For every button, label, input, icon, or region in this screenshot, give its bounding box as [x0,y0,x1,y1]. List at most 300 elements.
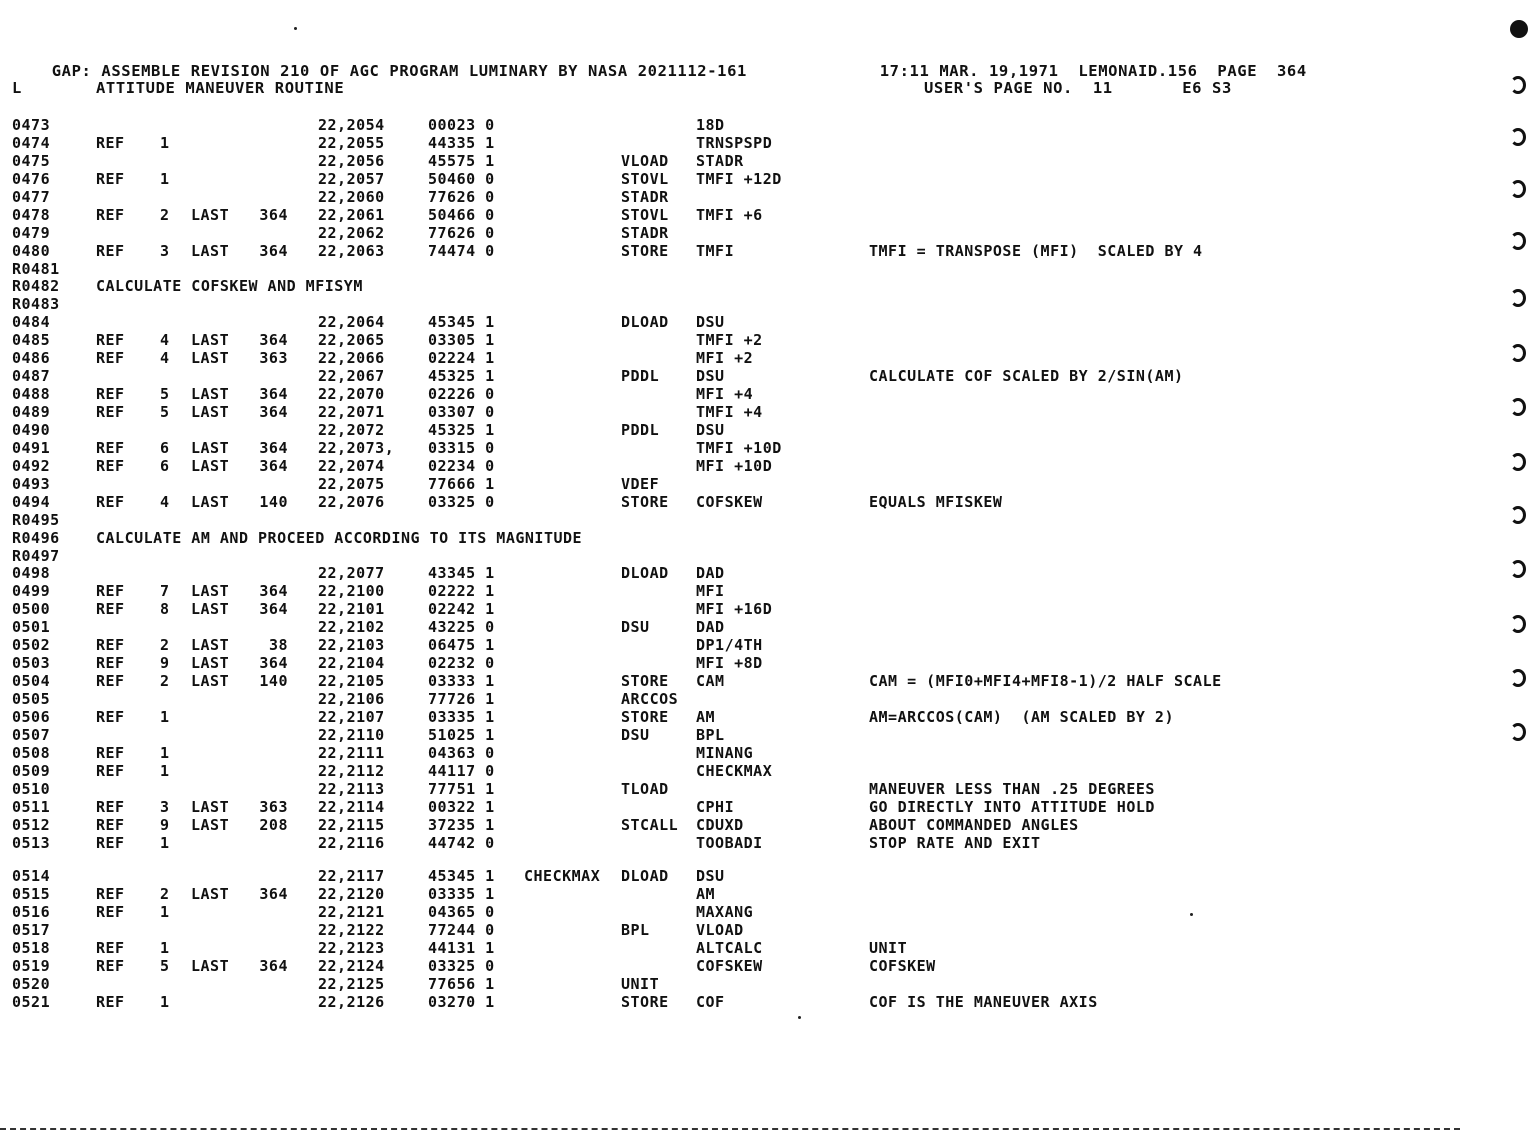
listing-row [0,921,1400,939]
line-number: 0473 [12,116,51,134]
last-page: 364 [259,957,288,976]
octal-code: 03325 0 [428,957,495,976]
octal-code: 00322 1 [428,797,495,816]
octal-code: 04365 0 [428,903,495,922]
ref-marker: REF [96,241,125,260]
opcode: VDEF [621,474,660,493]
listing-row [0,867,1400,885]
line-number: 0509 [12,761,51,780]
listing-row [0,493,1400,511]
listing-row [0,295,1400,313]
octal-code: 00023 0 [428,116,495,134]
memory-address: 22,2100 [318,582,385,601]
operand: VLOAD [696,921,744,940]
ref-marker: REF [96,885,125,904]
operand: MFI +16D [696,600,773,619]
octal-code: 51025 1 [428,725,495,744]
ref-marker: REF [96,582,125,601]
comment: AM=ARCCOS(CAM) (AM SCALED BY 2) [869,707,1174,726]
line-number: 0500 [12,600,51,619]
feed-hole [1510,232,1526,250]
line-number: 0510 [12,779,51,798]
listing-row [0,403,1400,421]
octal-code: 03307 0 [428,403,495,421]
page-bottom-rule [0,1128,1460,1130]
listing-row [0,349,1400,367]
listing-row [0,957,1400,975]
octal-code: 06475 1 [428,636,495,655]
line-number: 0484 [12,313,51,332]
listing-row [0,331,1400,349]
ref-count: 5 [160,385,170,404]
ref-marker: REF [96,654,125,673]
ref-count: 1 [160,761,170,780]
listing-row [0,582,1400,600]
last-marker: LAST [191,885,230,904]
memory-address: 22,2115 [318,815,385,834]
last-marker: LAST [191,205,230,224]
operand: TRNSPSPD [696,133,773,152]
comment: EQUALS MFISKEW [869,492,1003,511]
section-heading: CALCULATE COFSKEW AND MFISYM [96,277,363,296]
memory-address: 22,2067 [318,367,385,386]
comment: STOP RATE AND EXIT [869,833,1041,852]
users-page-number: USER'S PAGE NO. 11 E6 S3 [924,79,1232,97]
opcode: PDDL [621,367,660,386]
memory-address: 22,2107 [318,707,385,726]
operand: DSU [696,367,725,386]
operand: CDUXD [696,815,744,834]
last-marker: LAST [191,582,230,601]
opcode: DLOAD [621,867,669,886]
memory-address: 22,2064 [318,313,385,332]
last-marker: LAST [191,654,230,673]
line-number: 0517 [12,921,51,940]
feed-hole [1510,180,1526,198]
line-number: 0504 [12,672,51,691]
comment: CALCULATE COF SCALED BY 2/SIN(AM) [869,367,1184,386]
opcode: STORE [621,672,669,691]
operand: MFI [696,582,725,601]
operand: TMFI +4 [696,403,763,421]
operand: CPHI [696,797,735,816]
memory-address: 22,2125 [318,975,385,994]
last-marker: LAST [191,672,230,691]
octal-code: 03270 1 [428,993,495,1011]
comment: TMFI = TRANSPOSE (MFI) SCALED BY 4 [869,241,1203,260]
line-number: 0486 [12,349,51,368]
line-number: 0507 [12,725,51,744]
operand: DAD [696,618,725,637]
ref-marker: REF [96,833,125,852]
line-number: 0488 [12,385,51,404]
ref-marker: REF [96,815,125,834]
opcode: DSU [621,725,650,744]
ref-count: 2 [160,636,170,655]
ref-count: 6 [160,438,170,457]
opcode: BPL [621,921,650,940]
code-listing [0,116,1400,1011]
opcode: STCALL [621,815,679,834]
listing-row [0,385,1400,403]
last-marker: LAST [191,456,230,475]
last-page: 364 [259,582,288,601]
feed-hole [1510,506,1526,524]
memory-address: 22,2070 [318,385,385,404]
operand: COFSKEW [696,492,763,511]
operand: TMFI +12D [696,169,782,188]
line-number: R0481 [12,259,60,278]
last-page: 364 [259,403,288,421]
line-number: 0513 [12,833,51,852]
octal-code: 03335 1 [428,885,495,904]
octal-code: 77656 1 [428,975,495,994]
ref-marker: REF [96,903,125,922]
operand: MINANG [696,743,754,762]
operand: DAD [696,564,725,583]
feed-hole [1510,453,1526,471]
ref-count: 7 [160,582,170,601]
ref-marker: REF [96,743,125,762]
line-number: 0485 [12,331,51,350]
memory-address: 22,2057 [318,169,385,188]
line-number: 0519 [12,957,51,976]
listing-row [0,206,1400,224]
memory-address: 22,2123 [318,939,385,958]
ref-marker: REF [96,205,125,224]
ref-marker: REF [96,636,125,655]
last-marker: LAST [191,957,230,976]
line-number: R0495 [12,510,60,529]
octal-code: 03325 0 [428,492,495,511]
ref-count: 4 [160,349,170,368]
memory-address: 22,2063 [318,241,385,260]
ref-count: 1 [160,833,170,852]
opcode: STORE [621,241,669,260]
operand: DSU [696,420,725,439]
line-number: 0521 [12,993,51,1011]
line-number: 0505 [12,690,51,708]
octal-code: 02224 1 [428,349,495,368]
line-number: 0475 [12,151,51,170]
listing-row [0,116,1400,134]
feed-hole [1510,76,1526,94]
line-number: 0487 [12,367,51,386]
line-number: 0512 [12,815,51,834]
operand: DSU [696,313,725,332]
octal-code: 77726 1 [428,690,495,708]
feed-hole [1510,289,1526,307]
line-number: 0506 [12,707,51,726]
listing-row [0,242,1400,260]
operand: AM [696,885,716,904]
listing-row [0,277,1400,295]
listing-row [0,421,1400,439]
listing-row [0,618,1400,636]
line-number: 0514 [12,867,51,886]
last-marker: LAST [191,492,230,511]
memory-address: 22,2056 [318,151,385,170]
line-number: 0503 [12,654,51,673]
last-page: 140 [259,492,288,511]
operand: ALTCALC [696,939,763,958]
listing-row [0,224,1400,242]
memory-address: 22,2117 [318,867,385,886]
comment: COF IS THE MANEUVER AXIS [869,993,1098,1011]
listing-row [0,993,1400,1011]
octal-code: 43225 0 [428,618,495,637]
last-marker: LAST [191,385,230,404]
octal-code: 74474 0 [428,241,495,260]
listing-row [0,152,1400,170]
memory-address: 22,2055 [318,133,385,152]
listing-row [0,260,1400,278]
line-number: 0515 [12,885,51,904]
operand: TOOBADI [696,833,763,852]
octal-code: 77626 0 [428,187,495,206]
listing-row [0,367,1400,385]
octal-code: 03333 1 [428,672,495,691]
opcode: TLOAD [621,779,669,798]
memory-address: 22,2054 [318,116,385,134]
octal-code: 44131 1 [428,939,495,958]
octal-code: 77751 1 [428,779,495,798]
memory-address: 22,2062 [318,223,385,242]
listing-row [0,708,1400,726]
ref-marker: REF [96,797,125,816]
operand: DP1/4TH [696,636,763,655]
memory-address: 22,2112 [318,761,385,780]
octal-code: 77666 1 [428,474,495,493]
listing-row [0,564,1400,582]
octal-code: 03305 1 [428,331,495,350]
comment: MANEUVER LESS THAN .25 DEGREES [869,779,1155,798]
octal-code: 37235 1 [428,815,495,834]
ref-count: 6 [160,456,170,475]
ref-marker: REF [96,456,125,475]
memory-address: 22,2126 [318,993,385,1011]
last-page: 363 [259,349,288,368]
operand: MFI +4 [696,385,754,404]
octal-code: 03315 0 [428,438,495,457]
listing-row [0,188,1400,206]
memory-address: 22,2072 [318,420,385,439]
ref-marker: REF [96,993,125,1011]
ref-marker: REF [96,600,125,619]
ref-marker: REF [96,133,125,152]
octal-code: 03335 1 [428,707,495,726]
memory-address: 22,2102 [318,618,385,637]
listing-row [0,885,1400,903]
last-page: 364 [259,385,288,404]
memory-address: 22,2105 [318,672,385,691]
operand: MFI +2 [696,349,754,368]
octal-code: 44117 0 [428,761,495,780]
octal-code: 04363 0 [428,743,495,762]
line-number: 0480 [12,241,51,260]
comment: COFSKEW [869,957,936,976]
octal-code: 77244 0 [428,921,495,940]
octal-code: 50466 0 [428,205,495,224]
assembly-title: GAP: ASSEMBLE REVISION 210 OF AGC PROGRAM LUMINARY BY NASA 2021112-161 [51,62,747,80]
last-page: 364 [259,438,288,457]
line-number: R0483 [12,295,60,314]
memory-address: 22,2110 [318,725,385,744]
memory-address: 22,2074 [318,456,385,475]
last-marker: LAST [191,438,230,457]
line-number: R0497 [12,546,60,565]
ref-count: 9 [160,654,170,673]
operand: MFI +8D [696,654,763,673]
paper-speck [798,1016,801,1019]
last-page: 363 [259,797,288,816]
last-page: 364 [259,654,288,673]
listing-row [0,313,1400,331]
last-marker: LAST [191,636,230,655]
routine-title: ATTITUDE MANEUVER ROUTINE [96,79,345,97]
ref-count: 3 [160,241,170,260]
octal-code: 77626 0 [428,223,495,242]
opcode: ARCCOS [621,690,679,708]
ref-count: 3 [160,797,170,816]
octal-code: 44742 0 [428,833,495,852]
operand: COF [696,993,725,1011]
line-number: 0508 [12,743,51,762]
feed-hole [1510,669,1526,687]
operand: MFI +10D [696,456,773,475]
operand: STADR [696,151,744,170]
ref-count: 2 [160,885,170,904]
last-page: 364 [259,331,288,350]
ref-marker: REF [96,349,125,368]
memory-address: 22,2071 [318,403,385,421]
memory-address: 22,2113 [318,779,385,798]
memory-address: 22,2114 [318,797,385,816]
line-number: 0501 [12,618,51,637]
line-number: 0478 [12,205,51,224]
line-number: 0502 [12,636,51,655]
ref-marker: REF [96,385,125,404]
listing-row [0,939,1400,957]
octal-code: 45575 1 [428,151,495,170]
listing-row [0,511,1400,529]
section-heading: CALCULATE AM AND PROCEED ACCORDING TO ITS MAGNITUDE [96,528,583,547]
memory-address: 22,2073, [318,438,395,457]
memory-address: 22,2124 [318,957,385,976]
feed-hole [1510,344,1526,362]
ref-count: 5 [160,957,170,976]
octal-code: 45345 1 [428,313,495,332]
last-page: 208 [259,815,288,834]
last-marker: LAST [191,815,230,834]
memory-address: 22,2061 [318,205,385,224]
listing-row [0,170,1400,188]
last-page: 38 [268,636,288,655]
line-number: 0499 [12,582,51,601]
line-number: 0491 [12,438,51,457]
line-number: 0516 [12,903,51,922]
listing-row [0,672,1400,690]
listing-row [0,744,1400,762]
line-number: R0496 [12,528,60,547]
line-number: 0474 [12,133,51,152]
last-marker: LAST [191,331,230,350]
line-number: 0518 [12,939,51,958]
listing-type-tag: L [12,79,22,97]
last-marker: LAST [191,797,230,816]
opcode: DSU [621,618,650,637]
memory-address: 22,2076 [318,492,385,511]
operand: MAXANG [696,903,754,922]
line-number: R0482 [12,277,60,296]
ref-marker: REF [96,438,125,457]
ref-count: 1 [160,707,170,726]
operand: BPL [696,725,725,744]
listing-row [0,762,1400,780]
operand: TMFI [696,241,735,260]
operand: TMFI +2 [696,331,763,350]
operand: TMFI +10D [696,438,782,457]
ref-count: 8 [160,600,170,619]
listing-row [0,834,1400,852]
line-number: 0511 [12,797,51,816]
listing-row [0,547,1400,565]
comment: CAM = (MFI0+MFI4+MFI8-1)/2 HALF SCALE [869,672,1222,691]
last-page: 364 [259,205,288,224]
opcode: DLOAD [621,313,669,332]
octal-code: 02222 1 [428,582,495,601]
listing-row [0,780,1400,798]
opcode: VLOAD [621,151,669,170]
listing-row [0,816,1400,834]
feed-hole [1510,398,1526,416]
operand: CAM [696,672,725,691]
memory-address: 22,2066 [318,349,385,368]
ref-marker: REF [96,761,125,780]
memory-address: 22,2077 [318,564,385,583]
memory-address: 22,2103 [318,636,385,655]
listing-row [0,529,1400,547]
octal-code: 02242 1 [428,600,495,619]
operand: TMFI +6 [696,205,763,224]
feed-hole [1510,128,1526,146]
opcode: STADR [621,187,669,206]
memory-address: 22,2116 [318,833,385,852]
ref-marker: REF [96,331,125,350]
listing-row [0,439,1400,457]
octal-code: 44335 1 [428,133,495,152]
symbol-label: CHECKMAX [524,867,601,886]
listing-row [0,654,1400,672]
ref-marker: REF [96,707,125,726]
opcode: STADR [621,223,669,242]
opcode: STORE [621,993,669,1011]
opcode: PDDL [621,420,660,439]
ref-count: 2 [160,205,170,224]
octal-code: 50460 0 [428,169,495,188]
ref-count: 1 [160,133,170,152]
ref-count: 2 [160,672,170,691]
comment: GO DIRECTLY INTO ATTITUDE HOLD [869,797,1155,816]
listing-row [0,134,1400,152]
memory-address: 22,2104 [318,654,385,673]
ref-count: 1 [160,993,170,1011]
opcode: UNIT [621,975,660,994]
operand: CHECKMAX [696,761,773,780]
line-number: 0489 [12,403,51,421]
opcode: STORE [621,492,669,511]
line-number: 0494 [12,492,51,511]
